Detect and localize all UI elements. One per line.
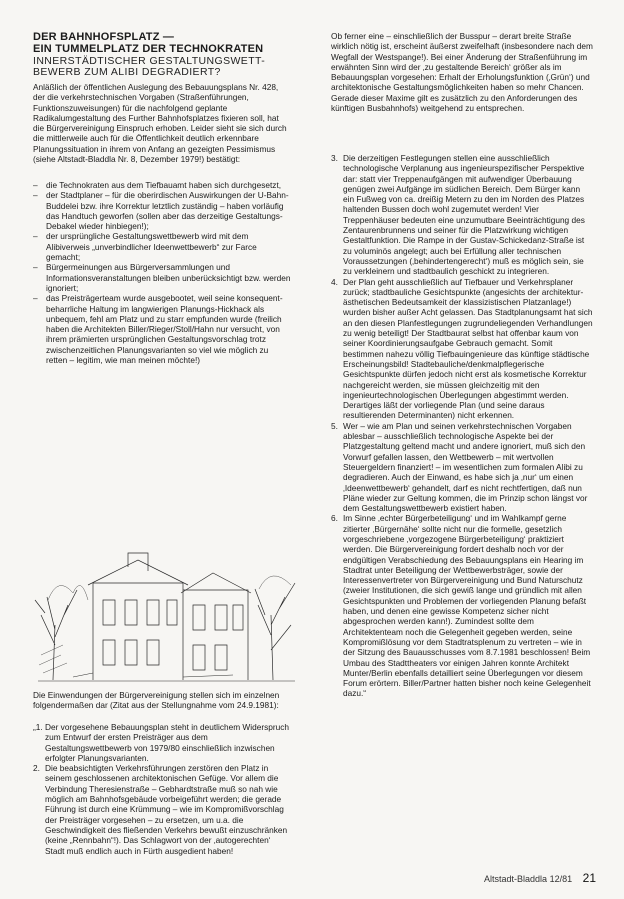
continued-paragraph: Ob ferner eine – einschließlich der Busspur – derart breite Straße wirklich nötig ist, erscheint äußerst zweifelhaft (insbesondere nach dem Wegfall der Westspange!). Bei einer Änderung der Straßenführung im erwähnten Sinn wird der ‚zu gestaltende Bereich‘ größer als im Bebauungsplan vorgesehen: Erhalt der Erholungsfunktion (‚Grün‘) und architektonische Gestaltungsmöglichkeiten haben so mehr Chancen. Gerade dieser Maxime gilt es zusätzlich zu den Anforderungen des künftigen Busbahnhofs) weitgehend zu entsprechen.	[331, 31, 593, 114]
objections-list-left	[33, 722, 291, 856]
page-number: 21	[582, 871, 596, 885]
list-item	[331, 513, 593, 698]
list-item	[331, 153, 593, 277]
title-line-1: DER BAHNHOFSPLATZ —	[33, 31, 175, 43]
item-number: 6.	[331, 513, 338, 524]
item-number: „1.	[33, 722, 43, 732]
item-text: Der Plan geht ausschließlich auf Tiefbauer und Verkehrsplaner zurück; stadtbauliche Gesichtspunkte (angesichts der architektur-ästhetischen Bedeutsamkeit der klassizistischen Platzanlage!) wurden bisher außer Acht gelassen. Das Stadtplanungsamt hat sich an den diesen Planfestlegungen zugrundeliegenden Verhandlungen zu wenig beteiligt! Der Stadtbaurat selbst hat offenbar kaum von seiner Koordinierungsaufgabe Gebrauch gemacht. Somit bestimmen nahezu völlig Tiefbauingenieure das künftige städtische Erscheinungsbild! Stadtebauliche/denkmalpflegerische Gesichtspunkte dürfen jedoch nicht erst als kosmetische Korrektur nachgereicht werden, sie müssen gleichzeitig mit den ingenieurtechnologischen Überlegungen abgestimmt werden. Derartiges läßt der vorliegende Plan (und seine daraus resultierenden Determinanten) nicht erkennen.	[343, 276, 593, 421]
intro-paragraph: Anläßlich der öffentlichen Auslegung des Bebauungsplans Nr. 428, der die verkehrstechnischen Vorgaben (Straßenführungen, Funktionszuweisungen) für die nachfolgend geplante Radikalumgestaltung des Further Bahnhofsplatzes fixieren soll, hat die Bürgervereinigung Einspruch erhoben. Leider sieht sie sich durch die mittlerweile auch für die Öffentlichkeit deutlich erkennbare Planungssituation in ihrem von Anfang an gezeigten Pessimismus (siehe Altstadt-Bladdla Nr. 8, Dezember 1979!) bestätigt:	[33, 82, 287, 165]
item-number: 5.	[331, 420, 338, 431]
objections-intro: Die Einwendungen der Bürgervereinigung stellen sich im einzelnen folgendermaßen dar (Zitat aus der Stellungnahme vom 24.9.1981):	[33, 690, 280, 711]
objections-list-right	[331, 153, 593, 699]
item-text: Die beabsichtigten Verkehrsführungen zerstören den Platz in seinem geschlossenen architektonischen Gefüge. Vor allem die Verbindung Theresienstraße – Gebhardtstraße muß so nah wie möglich am Bahnhofsgebäude vorbeigeführt werden; die gerade Führung ist durch eine Krümmung – wie im Kompromißvorschlag der Preisträger vorgesehen – zu ersetzen, um u.a. die Geschwindigkeit des fließenden Verkehrs bewußt einzuschränken (keine „Rennbahn“!). Das Schlagwort von der ‚autogerechten‘ Stadt muß endlich auch in Fürth ausgedient haben!	[45, 763, 288, 856]
page-footer	[484, 871, 596, 885]
item-number: 2.	[33, 763, 40, 774]
list-item	[33, 763, 291, 856]
item-text: Die derzeitigen Festlegungen stellen eine ausschließlich technologische Verplanung aus ingenieurspezifischer Perspektive dar: statt vier Treppenaufgängen mit aufwendiger Überbauung genügen zwei Aufgänge im südlichen Bereich. Dem Bürger kann ein Fußweg von ca. dreißig Metern zu den im Norden des Platzes haltenden Bussen doch wohl zugemutet werden! Vier Treppenhäuser bedeuten eine unzumutbare Beeinträchtigung des Zentaurenbrunnens und seiner für die Platzwirkung wichtigen Gestaltfunktion. Die Rampe in der Gustav-Schickedanz-Straße ist zu voluminös angelegt; auch bei Erfüllung aller technischen Voraussetzungen (‚behindertengerecht‘) muß es möglich sein, sie zu verkleinern und stadtbaulich geschickt zu integrieren.	[343, 153, 585, 277]
publication-name: Altstadt-Bladdla	[484, 874, 548, 884]
list-item	[33, 722, 291, 763]
title-line-2: EIN TUMMELPLATZ DER TECHNOKRATEN	[33, 43, 264, 55]
issue-label: 12/81	[549, 874, 573, 884]
item-text: Der vorgesehene Bebauungsplan steht in deutlichem Widerspruch zum Entwurf der ersten Preisträger aus dem Gestaltungswettbewerb von 1979/80 einschließlich inzwischen erfolgter Planungsvarianten.	[45, 722, 289, 763]
article-title	[33, 31, 303, 55]
list-item: – der ursprüngliche Gestaltungswettbewerb wird mit dem Alibiverweis „unverbindlicher Ideenwettbewerb“ zur Farce gemacht;	[33, 231, 291, 262]
article-subtitle: INNERSTÄDTISCHER GESTALTUNGSWETT-BEWERB ZUM ALIBI DEGRADIERT?	[33, 55, 266, 78]
item-text: Wer – wie am Plan und seinen verkehrstechnischen Vorgaben ablesbar – ausschließlich technologische Aspekte bei der Platzgestaltung geltend macht und andere ignoriert, muß sich den Vorwurf gefallen lassen, den Wettbewerb – mit wertvollen Steuergeldern finanziert! – im wesentlichen zum formalen Alibi zu degradieren. Auch der Einwand, es habe sich ja ‚nur‘ um einen ‚Ideenwettbewerb‘ gehandelt, darf es nicht rechtfertigen, daß nun Pläne wieder zur Geltung kommen, die im Prinzip schon längst vor dem Gestaltungswettbewerb existiert haben.	[343, 420, 588, 514]
list-item: – die Technokraten aus dem Tiefbauamt haben sich durchgesetzt,	[33, 180, 291, 190]
item-number: 4.	[331, 276, 338, 287]
item-text: Im Sinne ‚echter Bürgerbeteiligung‘ und im Wahlkampf gerne zitierter ‚Bürgernähe‘ sollte nicht nur die formelle, gesetzlich vorgeschriebene ‚vorgezogene Bürgerbeteiligung‘ praktiziert werden. Die Bürgervereinigung fordert deshalb noch vor der endgültigen Verabschiedung des Bebauungsplans ein Hearing im Stadtrat unter Beteiligung der Wettbewerbsträger, sowie der Interessenvertreter von Bürgervereinigung und Bund Naturschutz (zweier Institutionen, die sich gewiß lange und gründlich mit allen Gesichtspunkten und Problemen der vorliegenden Planung befaßt haben, und denen eine gewisse Kompetenz sicher nicht abgesprochen werden kann!). Zumindest sollte dem Architektenteam noch die Gelegenheit gegeben werden, seine Kompromißlösung vor dem Stadtratsplenum zu vertreten – wie in der Sitzung des Bauausschusses vom 8.7.1981 beschlossen! Beim Umbau des Stadttheaters vor einigen Jahren konnte Architekt Munter/Berlin ebenfalls detailliert seine Überlegungen vor diesem Forum erörtern. Biller/Partner hatten bisher noch keine Gelegenheit dazu.“	[343, 513, 591, 699]
list-item	[331, 421, 593, 514]
list-item: – der Stadtplaner – für die oberirdischen Auswirkungen der U-Bahn-Buddelei bzw. ihre Korrektur letztlich zuständig – haben vorläufig das Handtuch geworfen (sollen aber das derzeitige Gestaltungs-Debakel wieder hinbiegen!);	[33, 190, 291, 231]
item-number: 3.	[331, 153, 338, 163]
list-item: – Bürgermeinungen aus Bürgerversammlungen und Informationsveranstaltungen bleiben unberücksichtigt bzw. werden ignoriert;	[33, 262, 291, 293]
list-item: – das Preisträgerteam wurde ausgebootet, weil seine konsequent-beharrliche Haltung im langwierigen Planungs-Hickhack als unbequem, fehl am Platz und zu starr empfunden wurde (freilich haben die Architekten Biller/Rieger/Stoll/Hahn nur versucht, von ihrem prämierten ursprünglichen Gestaltungsvorschlag trotz zwischenzeitlichen Planungsvarianten so viel wie möglich zu retten – legitim, wie man meinen möchte!)	[33, 293, 291, 365]
complaint-list	[33, 180, 291, 365]
station-sketch-illustration	[33, 505, 299, 685]
list-item	[331, 277, 593, 421]
